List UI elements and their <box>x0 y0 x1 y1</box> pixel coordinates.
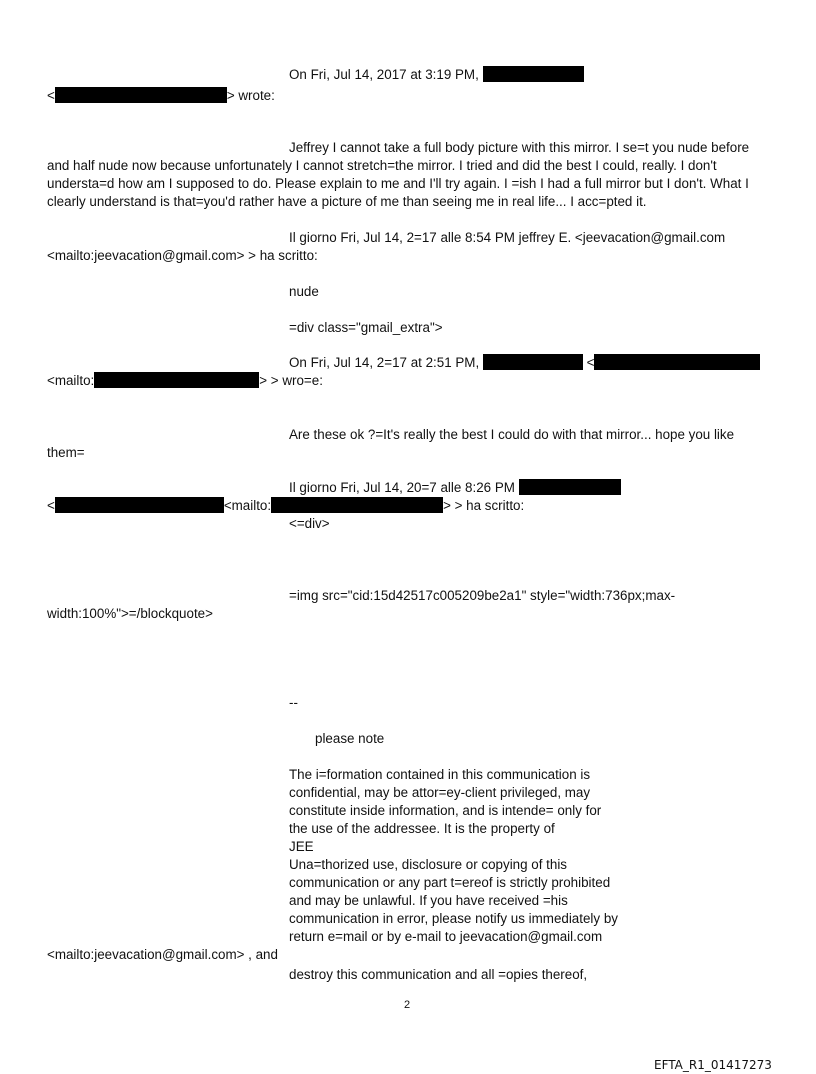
quoted-body-line: them= <box>47 445 85 460</box>
html-code-line: <=div> <box>289 516 330 531</box>
disclaimer-line: confidential, may be attor=ey-client privileged, may <box>289 785 591 800</box>
html-code-line: =img src="cid:15d42517c005209be2a1" style="width:736px;max- <box>289 588 676 603</box>
quoted-sender-line <box>47 372 323 390</box>
ha-scritto-label: > > ha scritto: <box>443 498 525 513</box>
disclaimer-line: communication or any part t=ereof is strictly prohibited <box>289 875 611 890</box>
document-id: EFTA_R1_01417273 <box>654 1058 772 1072</box>
quoted-date: On Fri, Jul 14, 2=17 at 2:51 PM, <box>289 355 480 370</box>
redaction-block <box>594 354 760 370</box>
quoted-sender-line <box>47 87 275 105</box>
quoted-body-line: Are these ok ?=It's really the best I could do with that mirror... hope you like <box>289 427 735 442</box>
disclaimer-line: return e=mail or by e-mail to jeevacation@gmail.com <box>289 929 603 944</box>
disclaimer-line: constitute inside information, and is intende= only for <box>289 803 602 818</box>
quoted-header-line <box>289 479 621 497</box>
quoted-sender-line <box>47 497 524 515</box>
message-line: understa=d how am I supposed to do. Please explain to me and I'll try again. I =ish I had a full mirror but I don't. What I <box>47 176 749 191</box>
disclaimer-line: communication in error, please notify us immediately by <box>289 911 618 926</box>
disclaimer-line: Una=thorized use, disclosure or copying of this <box>289 857 568 872</box>
quoted-header-line <box>289 66 584 84</box>
redaction-block <box>483 66 584 82</box>
mailto-label: <mailto: <box>223 498 272 513</box>
wrote-label: > wrote: <box>226 88 275 103</box>
reply-header-line: Il giorno Fri, Jul 14, 2=17 alle 8:54 PM jeffrey E. <jeevacation@gmail.com <box>289 230 726 245</box>
please-note-label: please note <box>315 731 385 746</box>
message-line: clearly understand is that=you'd rather have a picture of me than seeing me in real life... I acc=pted it. <box>47 194 647 209</box>
signature-separator: -- <box>289 695 298 710</box>
reply-header-line: <mailto:jeevacation@gmail.com> > ha scritto: <box>47 248 318 263</box>
message-line: Jeffrey I cannot take a full body picture with this mirror. I se=t you nude before <box>289 140 750 155</box>
quoted-date: On Fri, Jul 14, 2017 at 3:19 PM, <box>289 67 479 82</box>
redaction-block <box>519 479 621 495</box>
redaction-block <box>483 354 583 370</box>
redaction-block <box>55 497 224 513</box>
redaction-block <box>55 87 227 103</box>
redaction-block <box>94 372 259 388</box>
disclaimer-line: JEE <box>289 839 314 854</box>
angle-bracket: < <box>47 498 55 513</box>
quoted-header-line <box>289 354 760 372</box>
page-number: 2 <box>404 999 411 1011</box>
angle-bracket: < <box>47 88 55 103</box>
disclaimer-line: The i=formation contained in this communication is <box>289 767 591 782</box>
disclaimer-line: the use of the addressee. It is the property of <box>289 821 555 836</box>
angle-bracket: < <box>586 355 595 370</box>
mailto-label: <mailto: <box>47 373 95 388</box>
html-code-line: =div class="gmail_extra"> <box>289 320 443 335</box>
wrote-label: > > wro=e: <box>259 373 323 388</box>
mailto-line: <mailto:jeevacation@gmail.com> , and <box>47 947 278 962</box>
disclaimer-line: and may be unlawful. If you have received =his <box>289 893 568 908</box>
quoted-date: Il giorno Fri, Jul 14, 20=7 alle 8:26 PM <box>289 480 515 495</box>
reply-body: nude <box>289 284 319 299</box>
disclaimer-line: destroy this communication and all =opies thereof, <box>289 967 588 982</box>
html-code-line: width:100%">=/blockquote> <box>47 606 213 621</box>
message-line: and half nude now because unfortunately I cannot stretch=the mirror. I tried and did the best I could, really. I don't <box>47 158 717 173</box>
redaction-block <box>271 497 443 513</box>
